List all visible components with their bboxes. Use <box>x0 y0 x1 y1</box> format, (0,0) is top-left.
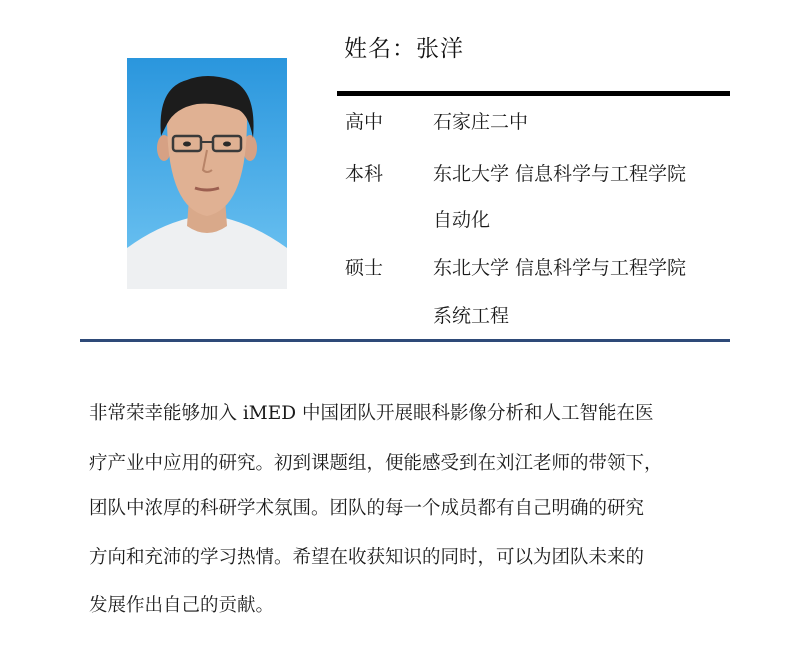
bio-line: 非常荣幸能够加入 iMED 中国团队开展眼科影像分析和人工智能在医 <box>89 403 654 424</box>
education-level-high-school: 高中 <box>345 111 384 133</box>
education-major-master: 系统工程 <box>433 305 510 327</box>
title-divider <box>337 91 730 96</box>
name-title: 姓名：张洋 <box>344 36 464 62</box>
education-school-high-school: 石家庄二中 <box>433 111 529 133</box>
education-school-master: 东北大学 信息科学与工程学院 <box>433 257 687 279</box>
section-divider <box>80 339 730 342</box>
portrait-illustration <box>127 58 287 289</box>
bio-line: 疗产业中应用的研究。初到课题组，便能感受到在刘江老师的带领下， <box>89 453 663 474</box>
bio-line: 团队中浓厚的科研学术氛围。团队的每一个成员都有自己明确的研究 <box>89 498 645 519</box>
education-school-bachelor: 东北大学 信息科学与工程学院 <box>433 163 687 185</box>
education-major-bachelor: 自动化 <box>433 209 491 231</box>
bio-line: 方向和充沛的学习热情。希望在收获知识的同时，可以为团队未来的 <box>89 547 645 568</box>
profile-photo <box>127 58 287 289</box>
bio-line: 发展作出自己的贡献。 <box>89 595 275 616</box>
education-level-master: 硕士 <box>345 257 384 279</box>
education-level-bachelor: 本科 <box>345 163 384 185</box>
